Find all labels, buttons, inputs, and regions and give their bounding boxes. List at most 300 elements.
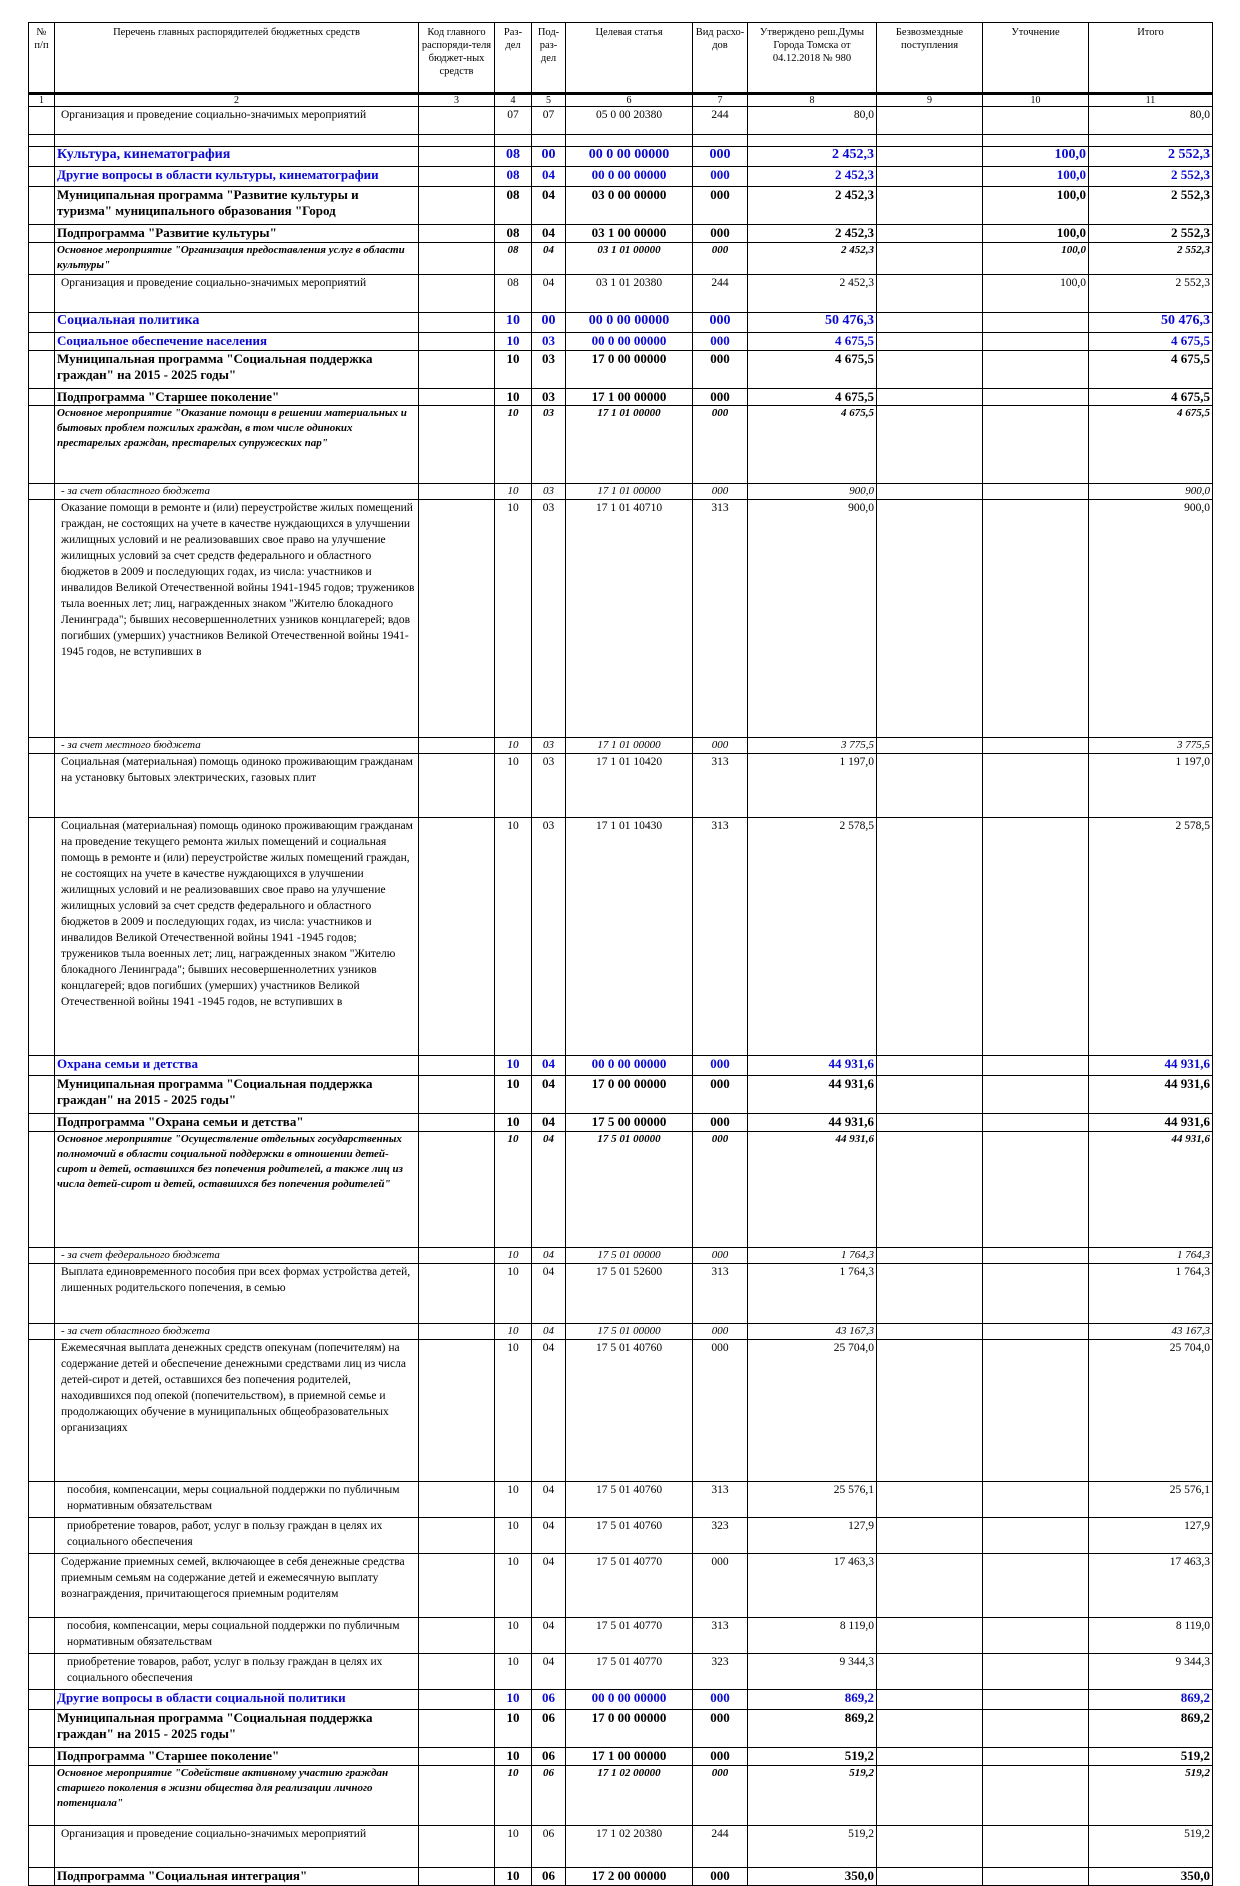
item-name: Подпрограмма "Развитие культуры" [55, 225, 419, 243]
column-header-3: Код главного распоряди-теля бюджет-ных средств [419, 23, 495, 94]
table-row [29, 389, 1213, 406]
item-name: Организация и проведение социально-значимых мероприятий [55, 1826, 419, 1868]
row-number [29, 147, 55, 167]
item-name: Подпрограмма "Социальная интеграция" [55, 1868, 419, 1886]
expense-type: 000 [693, 147, 748, 167]
table-row [29, 1518, 1213, 1554]
row-number [29, 1132, 55, 1248]
total-amount: 869,2 [1089, 1710, 1213, 1748]
table-row [29, 1264, 1213, 1324]
target-article: 17 1 01 00000 [566, 406, 693, 484]
podrazdel: 04 [532, 1482, 566, 1518]
expense-type: 000 [693, 351, 748, 389]
table-row [29, 754, 1213, 818]
approved-amount: 44 931,6 [748, 1114, 877, 1132]
column-header-6: Целевая статья [566, 23, 693, 94]
row-number [29, 754, 55, 818]
item-name: Культура, кинематография [55, 147, 419, 167]
razdel: 10 [495, 738, 532, 754]
table-row [29, 187, 1213, 225]
total-amount: 2 552,3 [1089, 187, 1213, 225]
approved-amount: 44 931,6 [748, 1132, 877, 1248]
column-header-7: Вид расхо-дов [693, 23, 748, 94]
expense-type: 000 [693, 1868, 748, 1886]
adjustment-amount [983, 1654, 1089, 1690]
podrazdel: 03 [532, 500, 566, 738]
adjustment-amount: 100,0 [983, 275, 1089, 313]
grbs-code [419, 243, 495, 275]
approved-amount: 2 452,3 [748, 147, 877, 167]
expense-type: 244 [693, 107, 748, 135]
podrazdel: 03 [532, 818, 566, 1056]
total-amount: 2 552,3 [1089, 275, 1213, 313]
gratuitous-receipts [877, 1076, 983, 1114]
total-amount: 44 931,6 [1089, 1114, 1213, 1132]
razdel: 10 [495, 1076, 532, 1114]
adjustment-amount [983, 754, 1089, 818]
grbs-code [419, 1766, 495, 1826]
table-row [29, 313, 1213, 333]
razdel: 08 [495, 275, 532, 313]
target-article: 17 1 02 00000 [566, 1766, 693, 1826]
adjustment-amount [983, 1340, 1089, 1482]
row-number [29, 389, 55, 406]
gratuitous-receipts [877, 1618, 983, 1654]
row-number [29, 275, 55, 313]
approved-amount: 3 775,5 [748, 738, 877, 754]
total-amount: 4 675,5 [1089, 351, 1213, 389]
gratuitous-receipts [877, 1748, 983, 1766]
item-name: Социальная политика [55, 313, 419, 333]
total-amount: 44 931,6 [1089, 1076, 1213, 1114]
grbs-code [419, 1076, 495, 1114]
item-name: Ежемесячная выплата денежных средств опекунам (попечителям) на содержание детей и обеспечение денежными средствами лиц из числа детей-сирот и детей, оставшихся без попечения родителей, находившихся под опекой (попечительством), в приемной семье и продолжающих обучение в муниципальных общеобразовательных организациях [55, 1340, 419, 1482]
item-name: - за счет федерального бюджета [55, 1248, 419, 1264]
grbs-code [419, 1690, 495, 1710]
column-number-6: 6 [566, 94, 693, 107]
grbs-code [419, 389, 495, 406]
table-row [29, 1826, 1213, 1868]
expense-type: 313 [693, 1264, 748, 1324]
target-article: 17 1 00 00000 [566, 389, 693, 406]
gratuitous-receipts [877, 275, 983, 313]
table-row [29, 1114, 1213, 1132]
target-article: 17 1 01 40710 [566, 500, 693, 738]
gratuitous-receipts [877, 1056, 983, 1076]
gratuitous-receipts [877, 147, 983, 167]
gratuitous-receipts [877, 1482, 983, 1518]
podrazdel [532, 135, 566, 147]
total-amount: 1 197,0 [1089, 754, 1213, 818]
total-amount: 25 704,0 [1089, 1340, 1213, 1482]
row-number [29, 738, 55, 754]
item-name: Основное мероприятие "Содействие активному участию граждан старшего поколения в жизни общества для реализации личного потенциала" [55, 1766, 419, 1826]
target-article: 17 5 01 52600 [566, 1264, 693, 1324]
row-number [29, 1710, 55, 1748]
grbs-code [419, 1264, 495, 1324]
podrazdel: 04 [532, 167, 566, 187]
column-header-2: Перечень главных распорядителей бюджетных средств [55, 23, 419, 94]
total-amount: 2 552,3 [1089, 225, 1213, 243]
column-header-9: Безвозмездные поступления [877, 23, 983, 94]
total-amount: 2 578,5 [1089, 818, 1213, 1056]
approved-amount: 2 452,3 [748, 275, 877, 313]
total-amount: 869,2 [1089, 1690, 1213, 1710]
podrazdel: 06 [532, 1868, 566, 1886]
podrazdel: 03 [532, 389, 566, 406]
approved-amount: 1 764,3 [748, 1248, 877, 1264]
item-name: Содержание приемных семей, включающее в себя денежные средства приемным семьям на содержание детей и ежемесячную выплату вознаграждения, причитающегося приемным родителям [55, 1554, 419, 1618]
target-article: 17 1 01 10430 [566, 818, 693, 1056]
razdel: 08 [495, 225, 532, 243]
adjustment-amount [983, 1482, 1089, 1518]
gratuitous-receipts [877, 500, 983, 738]
table-row [29, 275, 1213, 313]
gratuitous-receipts [877, 1654, 983, 1690]
table-row [29, 1076, 1213, 1114]
expense-type: 000 [693, 1340, 748, 1482]
target-article: 17 2 00 00000 [566, 1868, 693, 1886]
grbs-code [419, 1518, 495, 1554]
target-article: 00 0 00 00000 [566, 313, 693, 333]
column-header-5: Под-раз-дел [532, 23, 566, 94]
total-amount: 50 476,3 [1089, 313, 1213, 333]
podrazdel: 04 [532, 1554, 566, 1618]
row-number [29, 1340, 55, 1482]
target-article: 17 1 01 00000 [566, 738, 693, 754]
gratuitous-receipts [877, 313, 983, 333]
table-row [29, 1340, 1213, 1482]
razdel: 10 [495, 1518, 532, 1554]
razdel: 08 [495, 187, 532, 225]
grbs-code [419, 225, 495, 243]
expense-type: 000 [693, 1114, 748, 1132]
adjustment-amount [983, 1710, 1089, 1748]
approved-amount: 900,0 [748, 484, 877, 500]
podrazdel: 03 [532, 754, 566, 818]
grbs-code [419, 1132, 495, 1248]
adjustment-amount [983, 1618, 1089, 1654]
gratuitous-receipts [877, 351, 983, 389]
expense-type: 000 [693, 313, 748, 333]
column-header-10: Уточнение [983, 23, 1089, 94]
approved-amount: 25 704,0 [748, 1340, 877, 1482]
item-name: Социальная (материальная) помощь одиноко проживающим гражданам на установку бытовых электрических, газовых плит [55, 754, 419, 818]
approved-amount: 519,2 [748, 1826, 877, 1868]
razdel: 10 [495, 1710, 532, 1748]
razdel: 10 [495, 1690, 532, 1710]
gratuitous-receipts [877, 167, 983, 187]
razdel: 10 [495, 1868, 532, 1886]
adjustment-amount [983, 107, 1089, 135]
column-number-8: 8 [748, 94, 877, 107]
gratuitous-receipts [877, 1868, 983, 1886]
table-row [29, 1324, 1213, 1340]
expense-type: 000 [693, 1076, 748, 1114]
total-amount: 519,2 [1089, 1826, 1213, 1868]
total-amount: 4 675,5 [1089, 333, 1213, 351]
target-article: 00 0 00 00000 [566, 333, 693, 351]
item-name: Основное мероприятие "Осуществление отдельных государственных полномочий в области социальной поддержки в отношении детей-сирот и детей, оставшихся без попечения родителей, а также лиц из числа детей-сирот и детей, оставшихся без попечения родителей" [55, 1132, 419, 1248]
podrazdel: 04 [532, 1076, 566, 1114]
table-row [29, 135, 1213, 147]
table-row [29, 500, 1213, 738]
table-row [29, 818, 1213, 1056]
approved-amount: 4 675,5 [748, 351, 877, 389]
target-article: 17 5 01 40770 [566, 1554, 693, 1618]
row-number [29, 1766, 55, 1826]
razdel: 10 [495, 1264, 532, 1324]
adjustment-amount: 100,0 [983, 225, 1089, 243]
expense-type: 000 [693, 1690, 748, 1710]
approved-amount: 2 452,3 [748, 243, 877, 275]
podrazdel: 04 [532, 1056, 566, 1076]
column-number-10: 10 [983, 94, 1089, 107]
podrazdel: 06 [532, 1690, 566, 1710]
item-name: пособия, компенсации, меры социальной поддержки по публичным нормативным обязательствам [55, 1618, 419, 1654]
grbs-code [419, 147, 495, 167]
item-name: Организация и проведение социально-значимых мероприятий [55, 275, 419, 313]
approved-amount: 2 452,3 [748, 167, 877, 187]
approved-amount: 869,2 [748, 1690, 877, 1710]
column-number-9: 9 [877, 94, 983, 107]
expense-type: 000 [693, 484, 748, 500]
expense-type: 000 [693, 225, 748, 243]
grbs-code [419, 1340, 495, 1482]
table-row [29, 1690, 1213, 1710]
expense-type: 000 [693, 1766, 748, 1826]
target-article: 17 5 01 00000 [566, 1132, 693, 1248]
target-article: 17 5 01 40770 [566, 1654, 693, 1690]
razdel: 08 [495, 147, 532, 167]
row-number [29, 351, 55, 389]
row-number [29, 1690, 55, 1710]
item-name: Оказание помощи в ремонте и (или) переустройстве жилых помещений граждан, не состоящих на учете в качестве нуждающихся в улучшении жилищных условий и не реализовавших свое право на улучшение жилищных условий за счет средств федерального и областного бюджетов в 2009 и последующих годах, из числа: участников и инвалидов Великой Отечественной войны 1941-1945 годов; тружеников тыла военных лет; лиц, награжденных знаком "Жителю блокадного Ленинграда"; бывших несовершеннолетних узников концлагерей; вдов погибших (умерших) участников Великой Отечественной войны 1941-1945 годов, не вступивших в [55, 500, 419, 738]
item-name: Другие вопросы в области культуры, кинематографии [55, 167, 419, 187]
grbs-code [419, 500, 495, 738]
total-amount: 900,0 [1089, 484, 1213, 500]
podrazdel: 04 [532, 1340, 566, 1482]
expense-type: 323 [693, 1654, 748, 1690]
total-amount: 2 552,3 [1089, 147, 1213, 167]
total-amount: 8 119,0 [1089, 1618, 1213, 1654]
approved-amount: 1 764,3 [748, 1264, 877, 1324]
gratuitous-receipts [877, 1766, 983, 1826]
item-name: Социальное обеспечение населения [55, 333, 419, 351]
adjustment-amount [983, 1264, 1089, 1324]
razdel: 10 [495, 818, 532, 1056]
gratuitous-receipts [877, 1690, 983, 1710]
table-row [29, 107, 1213, 135]
approved-amount: 8 119,0 [748, 1618, 877, 1654]
grbs-code [419, 738, 495, 754]
gratuitous-receipts [877, 1264, 983, 1324]
expense-type: 000 [693, 243, 748, 275]
target-article: 00 0 00 00000 [566, 147, 693, 167]
table-row [29, 1766, 1213, 1826]
razdel: 10 [495, 351, 532, 389]
table-row [29, 1710, 1213, 1748]
grbs-code [419, 1868, 495, 1886]
table-row [29, 333, 1213, 351]
podrazdel: 04 [532, 243, 566, 275]
expense-type: 313 [693, 1482, 748, 1518]
expense-type: 000 [693, 167, 748, 187]
target-article: 05 0 00 20380 [566, 107, 693, 135]
approved-amount: 2 452,3 [748, 187, 877, 225]
gratuitous-receipts [877, 1248, 983, 1264]
grbs-code [419, 187, 495, 225]
adjustment-amount [983, 500, 1089, 738]
adjustment-amount [983, 1518, 1089, 1554]
table-row [29, 1248, 1213, 1264]
expense-type: 244 [693, 1826, 748, 1868]
row-number [29, 243, 55, 275]
podrazdel: 03 [532, 406, 566, 484]
adjustment-amount [983, 333, 1089, 351]
target-article: 03 1 01 20380 [566, 275, 693, 313]
expense-type: 000 [693, 333, 748, 351]
adjustment-amount: 100,0 [983, 187, 1089, 225]
row-number [29, 167, 55, 187]
gratuitous-receipts [877, 187, 983, 225]
target-article: 17 5 01 40760 [566, 1482, 693, 1518]
approved-amount: 44 931,6 [748, 1076, 877, 1114]
adjustment-amount [983, 1766, 1089, 1826]
target-article: 00 0 00 00000 [566, 167, 693, 187]
target-article [566, 135, 693, 147]
razdel: 08 [495, 167, 532, 187]
budget-table [28, 22, 1213, 1886]
grbs-code [419, 1618, 495, 1654]
total-amount: 4 675,5 [1089, 389, 1213, 406]
table-row [29, 1554, 1213, 1618]
table-row [29, 1482, 1213, 1518]
column-number-1: 1 [29, 94, 55, 107]
item-name: приобретение товаров, работ, услуг в пользу граждан в целях их социального обеспечения [55, 1518, 419, 1554]
target-article: 00 0 00 00000 [566, 1056, 693, 1076]
expense-type: 313 [693, 500, 748, 738]
row-number [29, 1076, 55, 1114]
razdel: 10 [495, 500, 532, 738]
expense-type: 000 [693, 406, 748, 484]
grbs-code [419, 1056, 495, 1076]
target-article: 17 1 00 00000 [566, 1748, 693, 1766]
gratuitous-receipts [877, 333, 983, 351]
target-article: 00 0 00 00000 [566, 1690, 693, 1710]
razdel: 10 [495, 1766, 532, 1826]
razdel: 10 [495, 1748, 532, 1766]
target-article: 03 0 00 00000 [566, 187, 693, 225]
razdel: 10 [495, 1826, 532, 1868]
grbs-code [419, 406, 495, 484]
item-name: - за счет местного бюджета [55, 738, 419, 754]
table-row [29, 406, 1213, 484]
approved-amount [748, 135, 877, 147]
razdel: 10 [495, 1248, 532, 1264]
total-amount: 1 764,3 [1089, 1248, 1213, 1264]
podrazdel: 06 [532, 1826, 566, 1868]
row-number [29, 500, 55, 738]
podrazdel: 04 [532, 275, 566, 313]
table-row [29, 147, 1213, 167]
item-name [55, 135, 419, 147]
expense-type: 000 [693, 1324, 748, 1340]
adjustment-amount [983, 484, 1089, 500]
podrazdel: 03 [532, 738, 566, 754]
row-number [29, 107, 55, 135]
total-amount: 9 344,3 [1089, 1654, 1213, 1690]
approved-amount: 519,2 [748, 1748, 877, 1766]
target-article: 17 5 01 00000 [566, 1324, 693, 1340]
approved-amount: 50 476,3 [748, 313, 877, 333]
item-name: приобретение товаров, работ, услуг в пользу граждан в целях их социального обеспечения [55, 1654, 419, 1690]
row-number [29, 1264, 55, 1324]
table-body [29, 107, 1213, 1886]
target-article: 17 0 00 00000 [566, 1710, 693, 1748]
grbs-code [419, 484, 495, 500]
budget-table-page [28, 22, 1212, 1886]
gratuitous-receipts [877, 107, 983, 135]
gratuitous-receipts [877, 135, 983, 147]
podrazdel: 04 [532, 1654, 566, 1690]
adjustment-amount [983, 1114, 1089, 1132]
gratuitous-receipts [877, 1132, 983, 1248]
gratuitous-receipts [877, 1826, 983, 1868]
row-number [29, 1748, 55, 1766]
row-number [29, 1654, 55, 1690]
adjustment-amount [983, 1868, 1089, 1886]
approved-amount: 4 675,5 [748, 389, 877, 406]
gratuitous-receipts [877, 1554, 983, 1618]
grbs-code [419, 1482, 495, 1518]
column-number-7: 7 [693, 94, 748, 107]
razdel: 07 [495, 107, 532, 135]
adjustment-amount: 100,0 [983, 243, 1089, 275]
gratuitous-receipts [877, 1710, 983, 1748]
total-amount: 350,0 [1089, 1868, 1213, 1886]
table-row [29, 1132, 1213, 1248]
approved-amount: 900,0 [748, 500, 877, 738]
razdel: 10 [495, 389, 532, 406]
expense-type: 000 [693, 738, 748, 754]
adjustment-amount [983, 135, 1089, 147]
gratuitous-receipts [877, 389, 983, 406]
adjustment-amount: 100,0 [983, 147, 1089, 167]
adjustment-amount [983, 1248, 1089, 1264]
total-amount: 3 775,5 [1089, 738, 1213, 754]
approved-amount: 80,0 [748, 107, 877, 135]
adjustment-amount [983, 1324, 1089, 1340]
row-number [29, 313, 55, 333]
podrazdel: 04 [532, 1264, 566, 1324]
row-number [29, 225, 55, 243]
row-number [29, 484, 55, 500]
grbs-code [419, 754, 495, 818]
target-article: 17 5 01 40760 [566, 1340, 693, 1482]
column-number-3: 3 [419, 94, 495, 107]
grbs-code [419, 107, 495, 135]
podrazdel: 00 [532, 147, 566, 167]
row-number [29, 1056, 55, 1076]
razdel: 10 [495, 1056, 532, 1076]
expense-type: 000 [693, 389, 748, 406]
total-amount: 2 552,3 [1089, 243, 1213, 275]
total-amount: 2 552,3 [1089, 167, 1213, 187]
expense-type: 313 [693, 1618, 748, 1654]
grbs-code [419, 1654, 495, 1690]
razdel: 10 [495, 1654, 532, 1690]
